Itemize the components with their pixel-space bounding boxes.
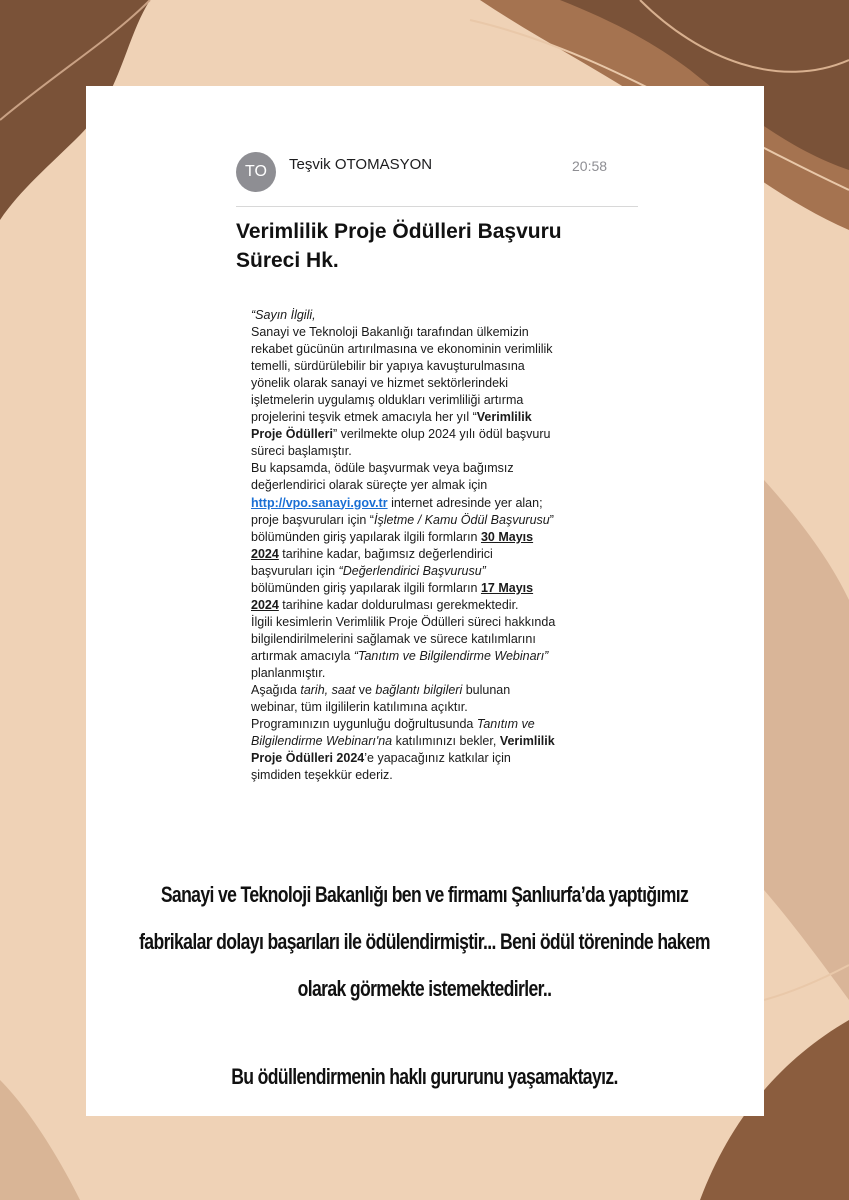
mail-body <box>251 307 556 784</box>
paragraph-2: Bu kapsamda, ödüle başvurmak veya bağımsız değerlendirici olarak süreçte yer almak için http://vpo.sanayi.gov.tr internet adresinde yer alan; proje başvuruları için “İşletme / Kamu Ödül Başvurusu” bölümünden giriş yapılarak ilgili formların 30 Mayıs 2024 tarihine kadar, bağımsız değerlendirici başvuruları için “Değerlendirici Başvurusu” bölümünden giriş yapılarak ilgili formların 17 Mayıs 2024 tarihine kadar doldurulması gerekmektedir. <box>251 461 554 612</box>
subject-line-2: Süreci Hk. <box>236 249 339 272</box>
greeting: “Sayın İlgili, <box>251 308 316 322</box>
caption-line-4: Bu ödüllendirmenin haklı gururunu yaşamaktayız. <box>231 1064 618 1089</box>
paragraph-3: İlgili kesimlerin Verimlilik Proje Ödülleri süreci hakkında bilgilendirilmelerini sağlamak ve sürece katılımlarını artırmak amacıyla “Tanıtım ve Bilgilendirme Webinarı” planlanmıştır. <box>251 614 556 680</box>
caption-line-2: fabrikalar dolayı başarıları ile ödülendirmiştir... Beni ödül töreninde hakem <box>139 929 710 954</box>
deadline-1: 30 Mayıs 2024 <box>251 529 534 561</box>
right-mid-shape <box>764 480 849 1000</box>
header-divider <box>236 206 638 207</box>
mail-subject <box>236 217 636 275</box>
sender-avatar: TO <box>236 152 276 192</box>
caption-line-1: Sanayi ve Teknoloji Bakanlığı ben ve firmamı Şanlıurfa’da yaptığımız <box>160 882 689 907</box>
deadline-2: 17 Mayıs 2024 <box>251 580 534 612</box>
paragraph-4: Aşağıda tarih, saat ve bağlantı bilgileri bulunan webinar, tüm ilgililerin katılımına açıktır. <box>251 683 511 715</box>
sender-name[interactable]: Teşvik OTOMASYON <box>289 156 433 173</box>
paragraph-1: Sanayi ve Teknoloji Bakanlığı tarafından ülkemizin rekabet gücünün artırılmasına ve ekonominin verimlilik temelli, sürdürülebilir bir yapıya kavuşturulmasına yönelik olarak sanayi ve hizmet sektörlerindeki işletmelerin uygulamış oldukları verimliliği artırma projelerini teşvik etmek amacıyla her yıl “Verimlilik Proje Ödülleri” verilmekte olup 2024 yılı ödül başvuru süreci başlamıştır. <box>251 325 553 459</box>
email-screenshot-card <box>86 86 764 1116</box>
paragraph-5: Programınızın uygunluğu doğrultusunda Tanıtım ve Bilgilendirme Webinarı'na katılımınızı bekler, Verimlilik Proje Ödülleri 2024’e yapacağınız katkılar için şimdiden teşekkür ederiz. <box>251 717 555 783</box>
subject-line-1: Verimlilik Proje Ödülleri Başvuru <box>236 220 562 243</box>
bottom-left-shape <box>0 1080 80 1200</box>
vpo-link[interactable]: http://vpo.sanayi.gov.tr <box>251 495 388 510</box>
caption-line-3: olarak görmekte istemektedirler.. <box>297 976 552 1001</box>
mail-time: 20:58 <box>572 158 608 174</box>
